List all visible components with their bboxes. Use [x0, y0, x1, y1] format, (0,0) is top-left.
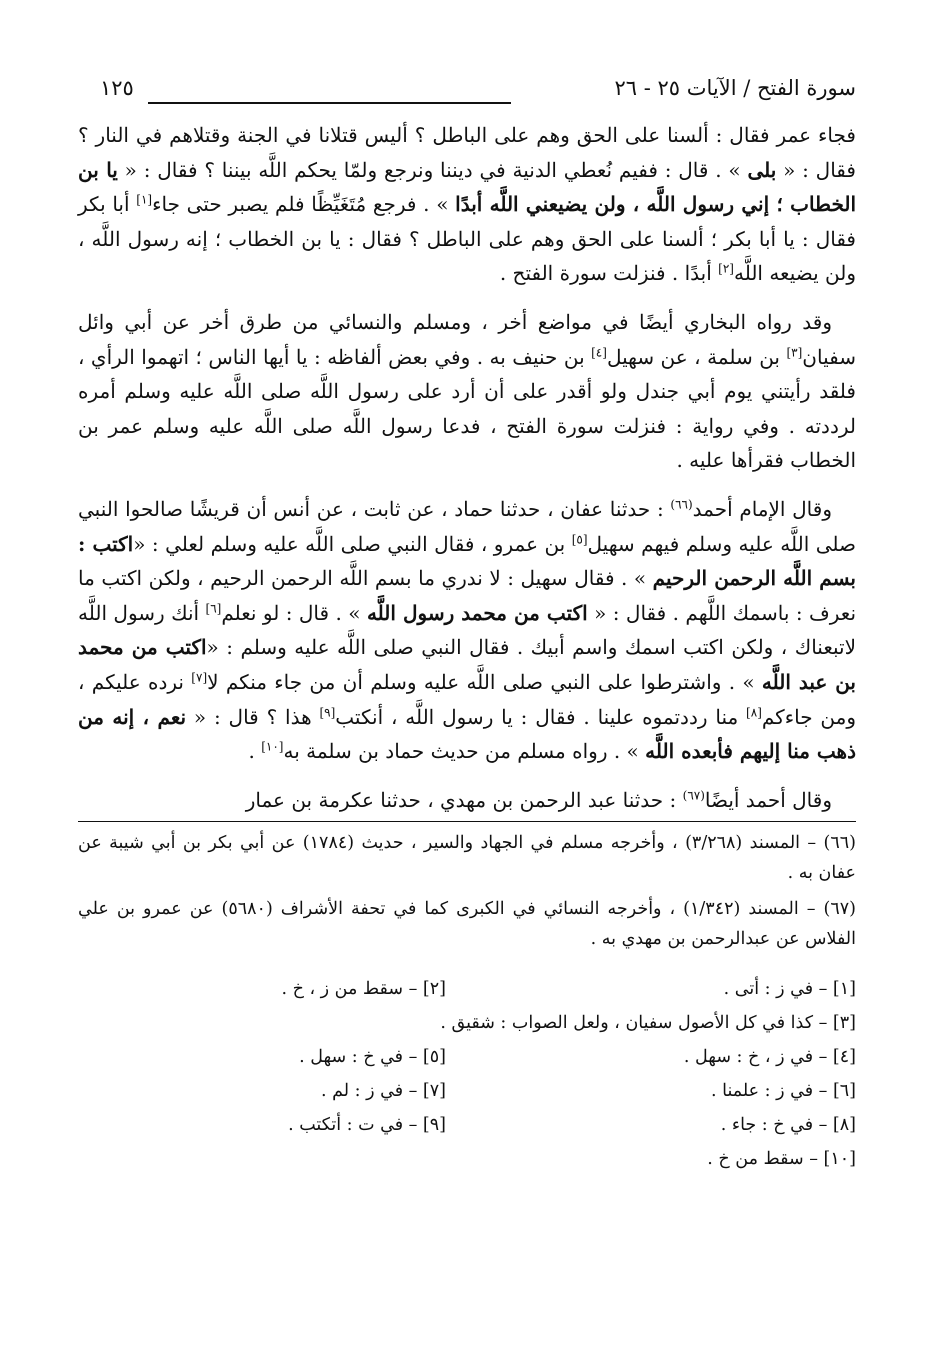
quote-bold: اكتب : بسم اللَّه الرحمن الرحيم [78, 531, 856, 591]
variant-note: [٩] – في ت : أتكتب . [288, 1115, 446, 1136]
text-run: منا رددتموه علينا . فقال : يا رسول اللَّه ، أنكتب [335, 704, 747, 729]
paragraph-2 [78, 305, 856, 478]
text-run: بن حنيف به . وفي بعض ألفاظه : يا أيها الناس ؛ اتهموا الرأي ، فلقد رأيتني يوم أبي جندل ولو أقدر على أن أرد على رسول اللَّه صلى اللَّه عليه وسلم أمره لرددته . وفي رواية : فنزلت سورة الفتح ، فدعا رسول اللَّه صلى اللَّه عليه وسلم عمر بن الخطاب فقرأها عليه . [78, 344, 856, 473]
variant-note: [٧] – في ز : لم . [320, 1081, 446, 1102]
footnote-marker: (٦٦) [670, 497, 693, 512]
variant-marker: [٥] [571, 531, 588, 546]
running-title: سورة الفتح / الآيات ٢٥ - ٢٦ [614, 76, 856, 100]
variant-note: [٦] – في ز : علمنا . [710, 1081, 856, 1102]
variant-marker: [٢] [718, 261, 734, 276]
variant-note: [٢] – سقط من ز ، خ . [281, 979, 446, 1000]
variant-note: [٨] – في خ : جاء . [720, 1115, 856, 1136]
text-run: : حدثنا عبد الرحمن بن مهدي ، حدثنا عكرمة بن عمار [245, 787, 683, 812]
text-run: أبا بكر فقال : يا أبا بكر ؛ ألسنا على الحق وهم على الباطل ؟ فقال : يا بن الخطاب ؛ إنه رسول اللَّه ، ولن يضيعه اللَّه [78, 192, 856, 286]
text-run: » . واشترطوا على النبي صلى اللَّه عليه وسلم أن من جاء منكم لا [207, 669, 762, 694]
book-page [78, 70, 856, 1310]
footnote-marker: (٦٧) [682, 788, 705, 803]
quote-bold: اكتب من محمد بن عبد اللَّه [78, 635, 856, 694]
variant-row [78, 1006, 856, 1040]
variant-row [78, 1108, 856, 1142]
variant-note: [٤] – في ز ، خ : سهل . [683, 1047, 856, 1068]
text-run: : حدثنا عفان ، حدثنا حماد ، عن ثابت ، عن أنس أن قريشًا صالحوا النبي صلى اللَّه عليه وسلم فيهم سهيل [78, 496, 857, 556]
quote-bold: اكتب من محمد رسول اللَّه [366, 600, 588, 625]
quote-bold: بلى [747, 157, 777, 182]
text-run: بن عمرو ، فقال النبي صلى اللَّه عليه وسلم لعلي : « [133, 531, 572, 556]
variant-row [78, 972, 856, 1006]
text-run: أنك رسول اللَّه لاتبعناك ، ولكن اكتب اسمك واسم أبيك . فقال النبي صلى اللَّه عليه وسلم : « [78, 600, 856, 660]
footnote-rule [78, 821, 856, 822]
paragraph-3 [78, 492, 856, 769]
variant-note: [١] – في ز : أتى . [723, 979, 856, 1000]
text-run: أبدًا . فنزلت سورة الفتح . [499, 261, 719, 286]
quote-bold: يا بن الخطاب ؛ إني رسول اللَّه ، ولن يضيعني اللَّه أبدًا [78, 157, 857, 217]
variant-marker: [٨] [746, 704, 762, 719]
main-text [78, 118, 856, 817]
text-run: وقال أحمد أيضًا [704, 787, 832, 812]
page-header [78, 70, 856, 110]
text-run: » . رواه مسلم من حديث حماد بن سلمة به [283, 739, 646, 764]
header-rule [148, 102, 511, 104]
variant-marker: [٦] [205, 601, 222, 616]
page-number: ١٢٥ [100, 76, 134, 100]
variant-marker: [٤] [591, 344, 607, 359]
variant-marker: [٣] [786, 344, 803, 359]
text-run: وقد رواه البخاري أيضًا في مواضع أخر ، ومسلم والنسائي من طرق أخر عن أبي وائل سفيان [78, 309, 856, 369]
footnote-66: (٦٦) – المسند (٣/٢٦٨) ، وأخرجه مسلم في الجهاد والسير ، حديث (١٧٨٤) عن أبي بكر بن أبي شيبة عن عفان به . [78, 833, 856, 884]
text-run: نرده عليكم ، ومن جاءكم [78, 669, 856, 729]
text-run: . [248, 739, 262, 764]
variant-notes [78, 972, 856, 1176]
variant-note: [١٠] – سقط من خ . [707, 1149, 856, 1170]
text-run: فجاء عمر فقال : ألسنا على الحق وهم على الباطل ؟ أليس قتلانا في الجنة وقتلاهم في النار ؟ فقال : « [78, 123, 856, 182]
text-run: » . فرجع مُتَغَيِّظًا فلم يصبر حتى جاء [152, 192, 456, 217]
text-run: » . قال : لو نعلم [221, 600, 367, 625]
variant-marker: [١٠] [261, 739, 284, 754]
text-run: » . قال : ففيم نُعطي الدنية في ديننا ونرجع ولمّا يحكم اللَّه بيننا ؟ فقال : « [117, 157, 748, 182]
footnotes [78, 828, 856, 954]
paragraph-1 [78, 118, 856, 291]
text-run: بن سلمة ، عن سهيل [606, 344, 787, 369]
variant-marker: [٩] [319, 704, 336, 719]
variant-marker: [١] [136, 192, 153, 207]
quote-bold: نعم ، إنه من ذهب منا إليهم فأبعده اللَّه [78, 704, 856, 764]
variant-row [78, 1074, 856, 1108]
variant-row [78, 1040, 856, 1074]
variant-note: [٥] – في خ : سهل . [299, 1047, 446, 1068]
paragraph-4 [78, 783, 856, 818]
text-run: » . فقال سهيل : لا ندري ما بسم اللَّه الرحمن الرحيم ، ولكن اكتب ما نعرف : باسمك اللَّهم . فقال : « [78, 566, 857, 625]
variant-marker: [٧] [191, 670, 208, 685]
variant-row [78, 1142, 856, 1176]
footnote-67: (٦٧) – المسند (١/٣٤٢) ، وأخرجه النسائي في الكبرى كما في تحفة الأشراف (٥٦٨٠) عن عمرو بن علي الفلاس عن عبدالرحمن بن مهدي به . [78, 899, 856, 950]
variant-note: [٣] – كذا في كل الأصول سفيان ، ولعل الصواب : شقيق . [440, 1013, 856, 1034]
text-run: وقال الإمام أحمد [692, 496, 832, 521]
text-run: هذا ؟ قال : « [186, 704, 320, 729]
